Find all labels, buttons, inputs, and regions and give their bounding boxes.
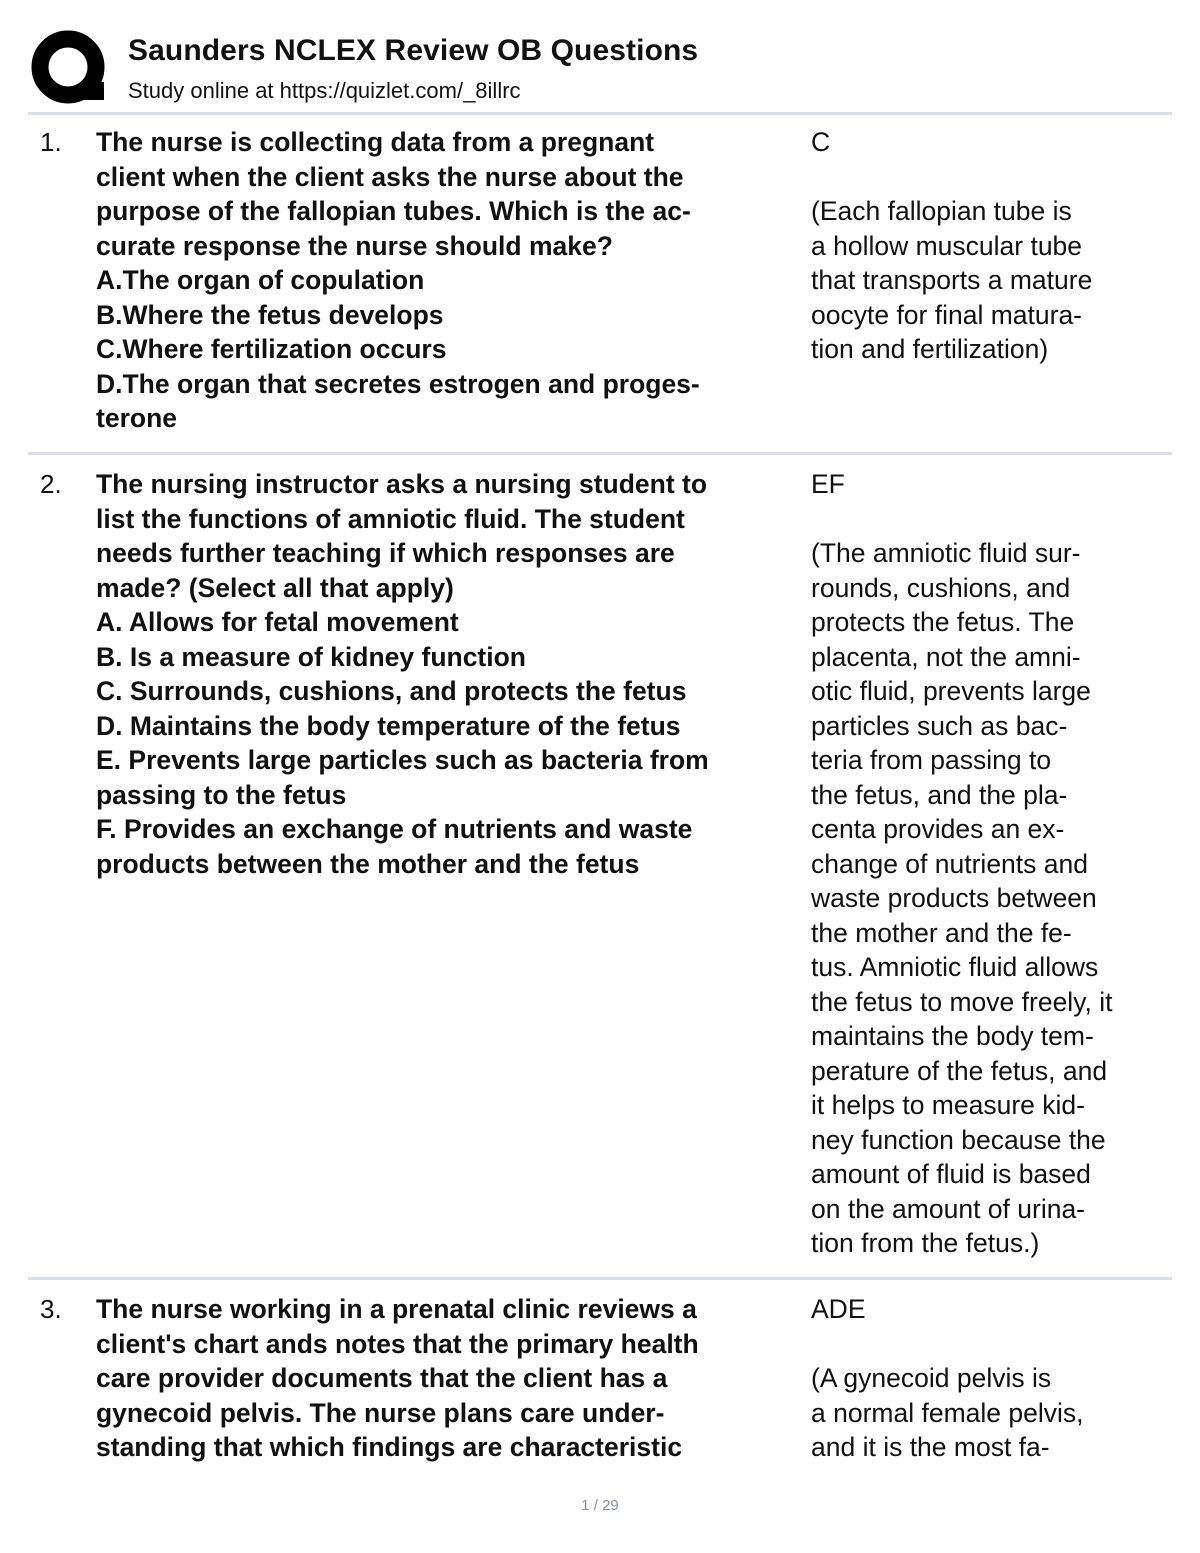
answer-key: C	[811, 127, 831, 157]
page-indicator: 1 / 29	[581, 1497, 619, 1514]
question-text: The nurse working in a prenatal clinic reviews a client's chart ands notes that the primary health care provider documents that the client has a gynecoid pelvis. The nurse plans care under- standing that which findings are characteristic	[96, 1294, 699, 1462]
answer-text: C (Each fallopian tube is a hollow muscular tube that transports a mature oocyte for final matura- tion and fertilization)	[811, 125, 1171, 367]
question-text: The nursing instructor asks a nursing student to list the functions of amniotic fluid. The student needs further teaching if which responses are made? (Select all that apply) A. Allows for fetal movement B. Is a measure of kidney function C. Surrounds, cushions, and protects the fetus D. Maintains the body temperature of the fetus E. Prevents large particles such as bacteria from passing to the fetus F. Provides an exchange of nutrients and waste products between the mother and the fetus	[96, 469, 709, 879]
card-number: 3.	[40, 1294, 62, 1324]
answer-text: ADE (A gynecoid pelvis is a normal female pelvis, and it is the most fa-	[811, 1292, 1171, 1465]
answer-key: EF	[811, 469, 845, 499]
answer-key: ADE	[811, 1294, 866, 1324]
question-text: The nurse is collecting data from a pregnant client when the client asks the nurse about the purpose of the fallopian tubes. Which is the ac- curate response the nurse should make? A.The organ of copulation B.Where the fetus develops C.Where fertilization occurs D.The organ that secretes estrogen and proges- terone	[96, 127, 700, 433]
answer-text: EF (The amniotic fluid sur- rounds, cushions, and protects the fetus. The placenta, not the amni- otic fluid, prevents large particles such as bac- teria from passing to the fetus, and the pla- centa provides an ex- change of nutrients and waste products between the mother and the fe- tus. Amniotic fluid allows the fetus to move freely, it maintains the body tem- perature of the fetus, and it helps to measure kid- ney function because the amount of fluid is based on the amount of urina- tion from the fetus.)	[811, 467, 1171, 1261]
card-number: 2.	[40, 469, 62, 499]
card-number: 1.	[40, 127, 62, 157]
divider	[28, 1277, 1172, 1280]
quizlet-q-logo-icon	[30, 28, 108, 106]
divider	[28, 112, 1172, 115]
document-header	[30, 28, 1170, 106]
document-subtitle: Study online at https://quizlet.com/_8illrc	[128, 78, 521, 103]
divider	[28, 452, 1172, 455]
document-title: Saunders NCLEX Review OB Questions	[128, 34, 699, 67]
